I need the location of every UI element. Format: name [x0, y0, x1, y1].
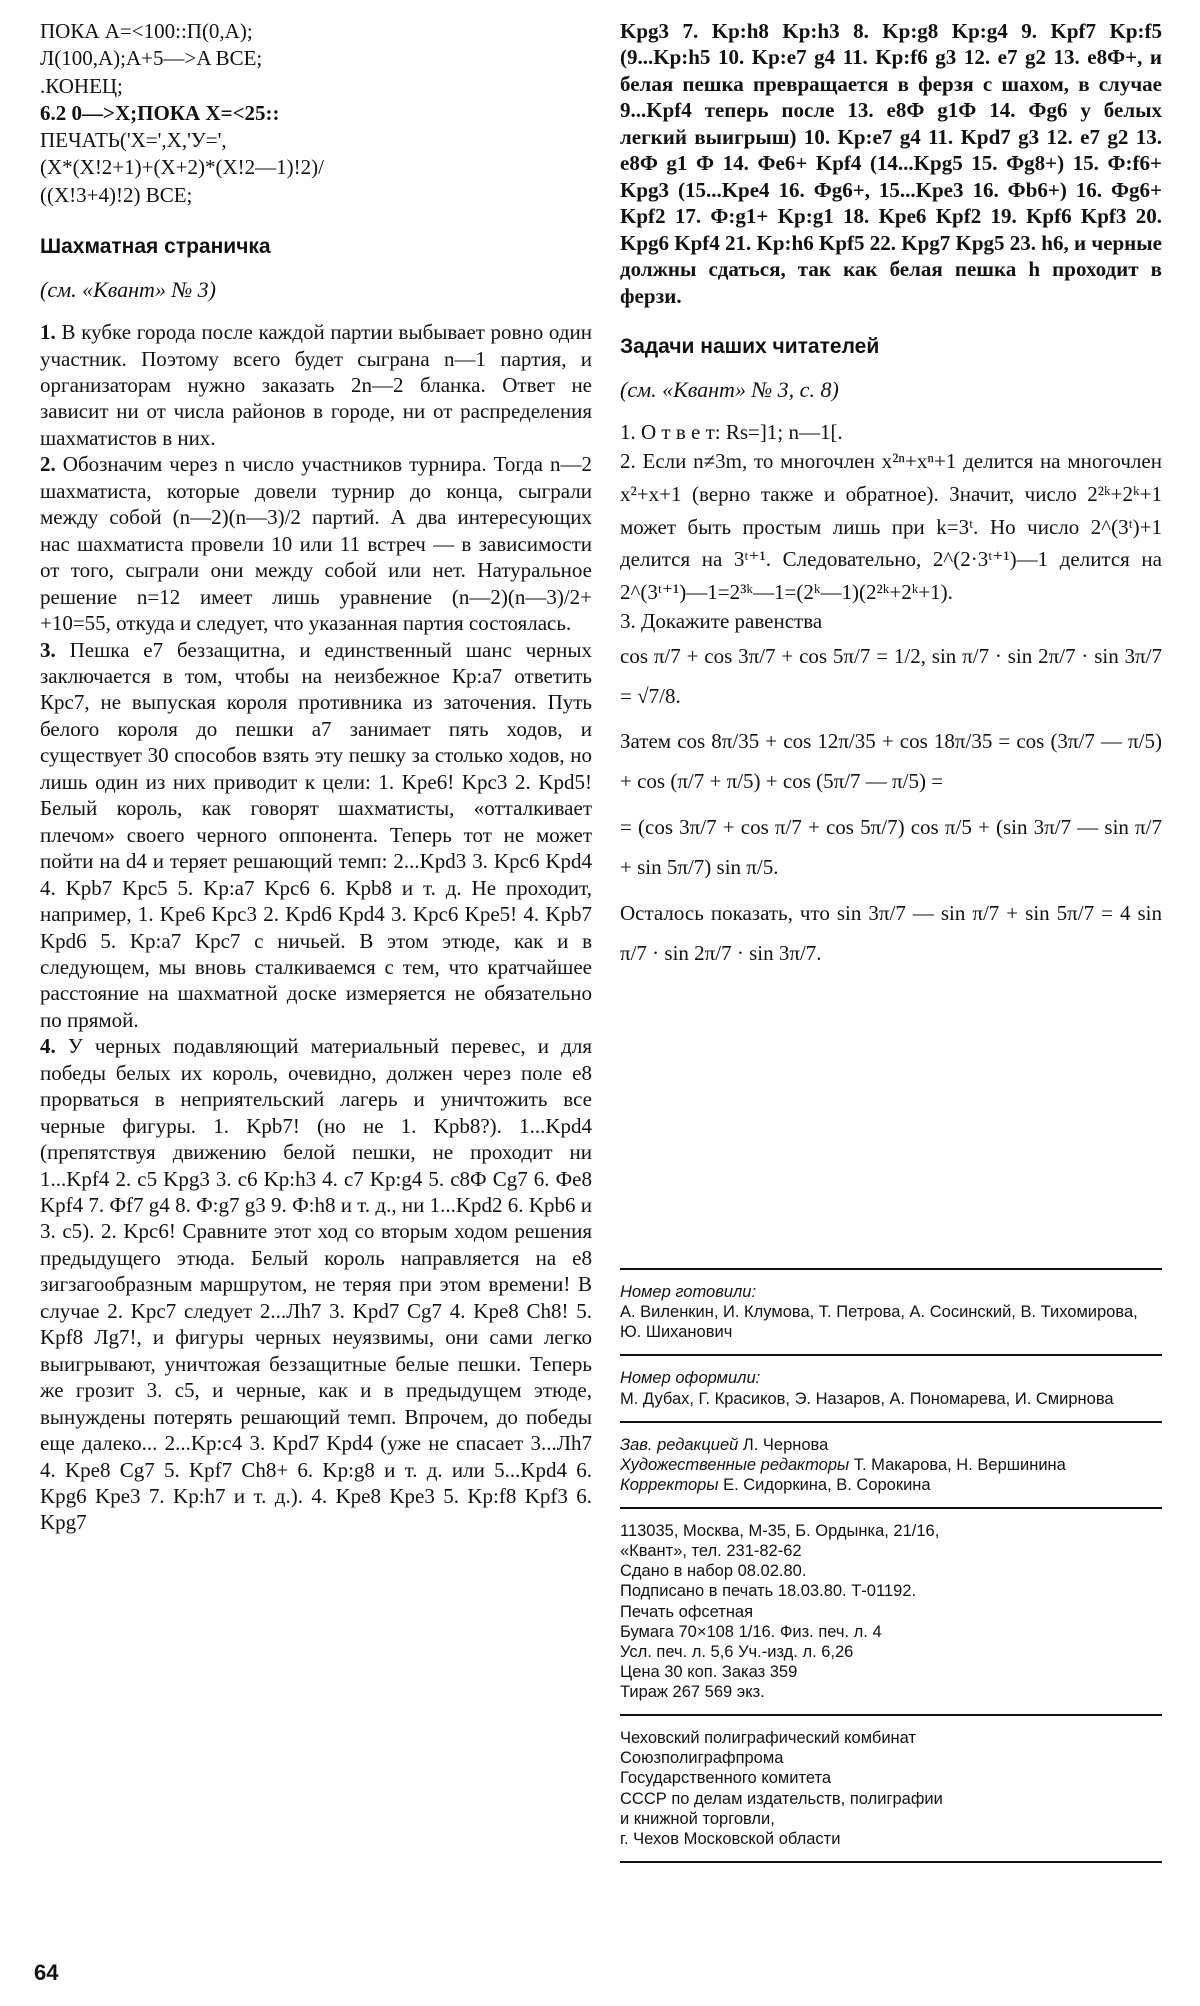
formula-4-expr: sin 3π/7 — sin π/7 + sin 5π/7 = 4 sin π/7 · sin 2π/7 · sin 3π/7. — [620, 900, 1163, 965]
chess-solution-4: 4. У черных подавляющий материальный перевес, и для победы белых их король, очевидно, должен через поле e8 прорваться в неприятельский лагерь и уничтожить все черные фигуры. 1. Kpb7! (но не 1. Kpb8?). 1...Kpd4 (препятствуя движению белой пешки, не проходит ни 1...Kpf4 2. c5 Kpg3 3. c6 Kp:h3 4. c7 Kp:g4 5. c8Ф Cg7 6. Фe8 Kpf4 7. Фf7 g4 8. Ф:g7 g3 9. Ф:h8 и т. д., ни 1...Kpd2 6. Kpb6 и 3. c5). 2. Kpc6! Сравните этот ход со вторым ходом решения предыдущего этюда. Белый король направляется на e8 зигзагообразным маршрутом, не теряя при этом времени! В случае 2. Kpc7 следует 2...Лh7 3. Kpd7 Cg7 4. Kpe8 Ch8! 5. Kpf8 Лg7!, и фигуры черных неуязвимы, они сами легко выигрывают, уничтожая беззащитные белые пешки. Теперь же грозит 3. c5, и черные, как и в предыдущем этюде, вынуждены потерять решающий темп. Впрочем, до победы еще далеко... 2...Kp:c4 3. Kpd7 Kpd4 (уже не спасает 3...Лh7 4. Kpe8 Cg7 5. Kpf7 Ch8+ 6. Kp:g8 и т. д. или 5...Kpd4 6. Kpg6 Kpe3 7. Kp:h7 и т. д.). 4. Kpe8 Kpe3 5. Kp:f8 Kpf3 6. Kpg7 — [40, 1034, 592, 1535]
program-code — [40, 18, 592, 209]
address-block — [620, 1509, 1162, 1714]
designed-names: М. Дубах, Г. Красиков, Э. Назаров, А. Пономарева, И. Смирнова — [620, 1389, 1114, 1408]
readers-section-title: Задачи наших читателей — [620, 334, 880, 358]
readers-section-ref: (см. «Квант» № 3, с. 8) — [620, 376, 839, 402]
designed-block — [620, 1356, 1162, 1420]
correctors-names: Е. Сидоркина, В. Сорокина — [723, 1475, 931, 1494]
editor-label: Зав. редакцией — [620, 1435, 739, 1454]
address-line: Сдано в набор 08.02.80. — [620, 1562, 807, 1581]
art-names: Т. Макарова, Н. Вершинина — [853, 1455, 1066, 1474]
code-line: ПЕЧАТЬ('X=',X,'У=', — [40, 128, 227, 153]
colophon — [620, 1268, 1162, 1863]
chess-solution-1: 1. В кубке города после каждой партии выбывает ровно один участник. Поэтому всего будет сыграна n—1 партия, и организаторам нужно заказать 2n—2 бланка. Ответ не зависит ни от числа районов в городе, ни от распределения шахматистов в них. — [40, 320, 592, 450]
code-line: .КОНЕЦ; — [40, 73, 123, 98]
editors-block — [620, 1423, 1162, 1507]
readers-answer-2: 2. Если n≠3m, то многочлен x²ⁿ+xⁿ+1 делится на многочлен x²+x+1 (верно также и обратное). Значит, число 2²ᵏ+2ᵏ+1 может быть простым лишь при k=3ᵗ. Но число 2^(3ᵗ)+1 делится на 3ᵗ⁺¹. Следовательно, 2^(2·3ᵗ⁺¹)—1 делится на 2^(3ᵗ⁺¹)—1=2³ᵏ—1=(2ᵏ—1)(2²ᵏ+2ᵏ+1). — [620, 449, 1162, 604]
printer-line: Государственного комитета — [620, 1769, 832, 1788]
code-line: 6.2 0—>X;ПОКА X=<25:: — [40, 100, 280, 125]
formula-4 — [620, 894, 1162, 974]
correctors-label: Корректоры — [620, 1475, 719, 1494]
right-column — [620, 18, 1163, 1848]
prepared-block — [620, 1270, 1162, 1354]
prepared-label: Номер готовили: — [620, 1283, 757, 1301]
art-label: Художественные редакторы — [620, 1455, 850, 1474]
chess-solution-2: 2. Обозначим через n число участников турнира. Тогда n—2 шахматиста, которые довели турнир до конца, сыграли между собой (n—2)(n—3)/2 партий. А два интересующих нас шахматиста провели 10 или 11 встреч — в зависимости от того, сыграли они между собой или нет. Натуральное решение n=12 имеет лишь уравнение (n—2)(n—3)/2+ +10=55, откуда и следует, что указанная партия состоялась. — [40, 452, 592, 636]
formula-2-label: Затем — [620, 729, 672, 754]
chess-section-ref: (см. «Квант» № 3) — [40, 277, 217, 303]
address-line: Печать офсетная — [620, 1602, 754, 1621]
formula-4-label: Осталось показать, что — [620, 900, 830, 925]
prepared-names: А. Виленкин, И. Клумова, Т. Петрова, А. Сосинский, В. Тихомирова, Ю. Шиханович — [620, 1303, 1138, 1342]
code-line: ПОКА A=<100::П(0,A); — [40, 19, 253, 43]
formula-2 — [620, 722, 1162, 802]
page-number: 64 — [34, 1960, 59, 1985]
chess-solution-3: 3. Пешка e7 беззащитна, и единственный шанс черных заключается в том, чтобы на неизбежное Кр:a7 ответить Крс7, не выпуская короля противника из заточения. Путь белого короля до пешки a7 занимает пять ходов, и существует 30 способов взять эту пешку за столько ходов, но лишь один из них приводит к цели: 1. Kpe6! Kpc3 2. Kpd5! Белый король, как говорят шахматисты, «отталкивает плечом» своего черного оппонента. Теперь тот не может пойти на d4 и теряет решающий темп: 2...Kpd3 3. Kpc6 Kpd4 4. Kpb7 Kpc5 5. Kp:a7 Kpc6 6. Kpb8 и т. д. Не проходит, например, 1. Kpe6 Kpc3 2. Kpd6 Kpd4 3. Kpc6 Kpe5! 4. Kpb7 Kpd6 5. Kp:a7 Kpc7 с ничьей. В этом этюде, как и в следующем, мы вновь сталкиваемся с тем, что кратчайшее расстояние на шахматной доске измеряется не обязательно по прямой. — [40, 637, 592, 1032]
code-line: Л(100,A);A+5—>A ВСЕ; — [40, 46, 263, 71]
printer-line: Чеховский полиграфический комбинат — [620, 1729, 917, 1748]
divider — [620, 1861, 1162, 1863]
printer-line: г. Чехов Московской области — [620, 1829, 841, 1848]
formula-3: = (cos 3π/7 + cos π/7 + cos 5π/7) cos π/5 + (sin 3π/7 — sin π/7 + sin 5π/7) sin π/5. — [620, 815, 1162, 880]
readers-solutions — [620, 419, 1162, 974]
printer-block — [620, 1716, 1162, 1861]
readers-answer-3-intro: 3. Докажите равенства — [620, 609, 823, 634]
code-line: ((X!3+4)!2) ВСЕ; — [40, 182, 193, 207]
printer-line: и книжной торговли, — [620, 1809, 775, 1828]
address-line: Цена 30 коп. Заказ 359 — [620, 1662, 798, 1681]
formula-1: cos π/7 + cos 3π/7 + cos 5π/7 = 1/2, sin π/7 · sin 2π/7 · sin 3π/7 = √7/8. — [620, 643, 1162, 708]
chess-section-title: Шахматная страничка — [40, 235, 271, 259]
chess-continuation: Kpg3 7. Kp:h8 Kp:h3 8. Kp:g8 Kp:g4 9. Kpf7 Kp:f5 (9...Kp:h5 10. Kp:e7 g4 11. Kp:f6 g3 12. e7 g2 13. e8Ф+, и белая пешка превращается в ферзя с шахом, в случае 9...Kpf4 теперь после 13. e8Ф g1Ф 14. Фg6 у белых легкий выигрыш) 10. Kp:e7 g4 11. Kpd7 g3 12. e7 g2 13. e8Ф g1 Ф 14. Фe6+ Kpf4 (14...Kpg5 15. Фg8+) 15. Ф:f6+ Kpg3 (15...Kpe4 16. Фg6+, 15...Kpe3 16. Фb6+) 16. Фg6+ Kpf2 17. Ф:g1+ Kp:g1 18. Kpe6 Kpf2 19. Kpf6 Kpf3 20. Kpg6 Kpf4 21. Kp:h6 Kpf5 22. Kpg7 Kpg5 23. h6, и черные должны сдаться, так как белая пешка h проходит в ферзи. — [620, 19, 1162, 308]
printer-line: СССР по делам издательств, полиграфии — [620, 1789, 943, 1808]
chess-solutions — [40, 319, 592, 1536]
designed-label: Номер оформили: — [620, 1369, 761, 1388]
address-line: Бумага 70×108 1/16. Физ. печ. л. 4 — [620, 1622, 882, 1641]
formula-2-expr: cos 8π/35 + cos 12π/35 + cos 18π/35 = cos (3π/7 — π/5) + cos (π/7 + π/5) + cos (5π/7 — π/5) = — [620, 729, 1162, 794]
address-line: «Квант», тел. 231-82-62 — [620, 1542, 802, 1561]
editor-name: Л. Чернова — [742, 1435, 829, 1454]
address-line: 113035, Москва, М-35, Б. Ордынка, 21/16, — [620, 1522, 940, 1540]
left-column — [40, 18, 592, 1536]
address-line: Усл. печ. л. 5,6 Уч.-изд. л. 6,26 — [620, 1642, 854, 1661]
address-line: Тираж 267 569 экз. — [620, 1683, 765, 1701]
address-line: Подписано в печать 18.03.80. Т-01192. — [620, 1582, 917, 1601]
code-line: (X*(X!2+1)+(X+2)*(X!2—1)!2)/ — [40, 155, 324, 180]
readers-answer-1: 1. О т в е т: Rs=]1; n—1[. — [620, 419, 843, 444]
printer-line: Союзполиграфпрома — [620, 1749, 784, 1768]
